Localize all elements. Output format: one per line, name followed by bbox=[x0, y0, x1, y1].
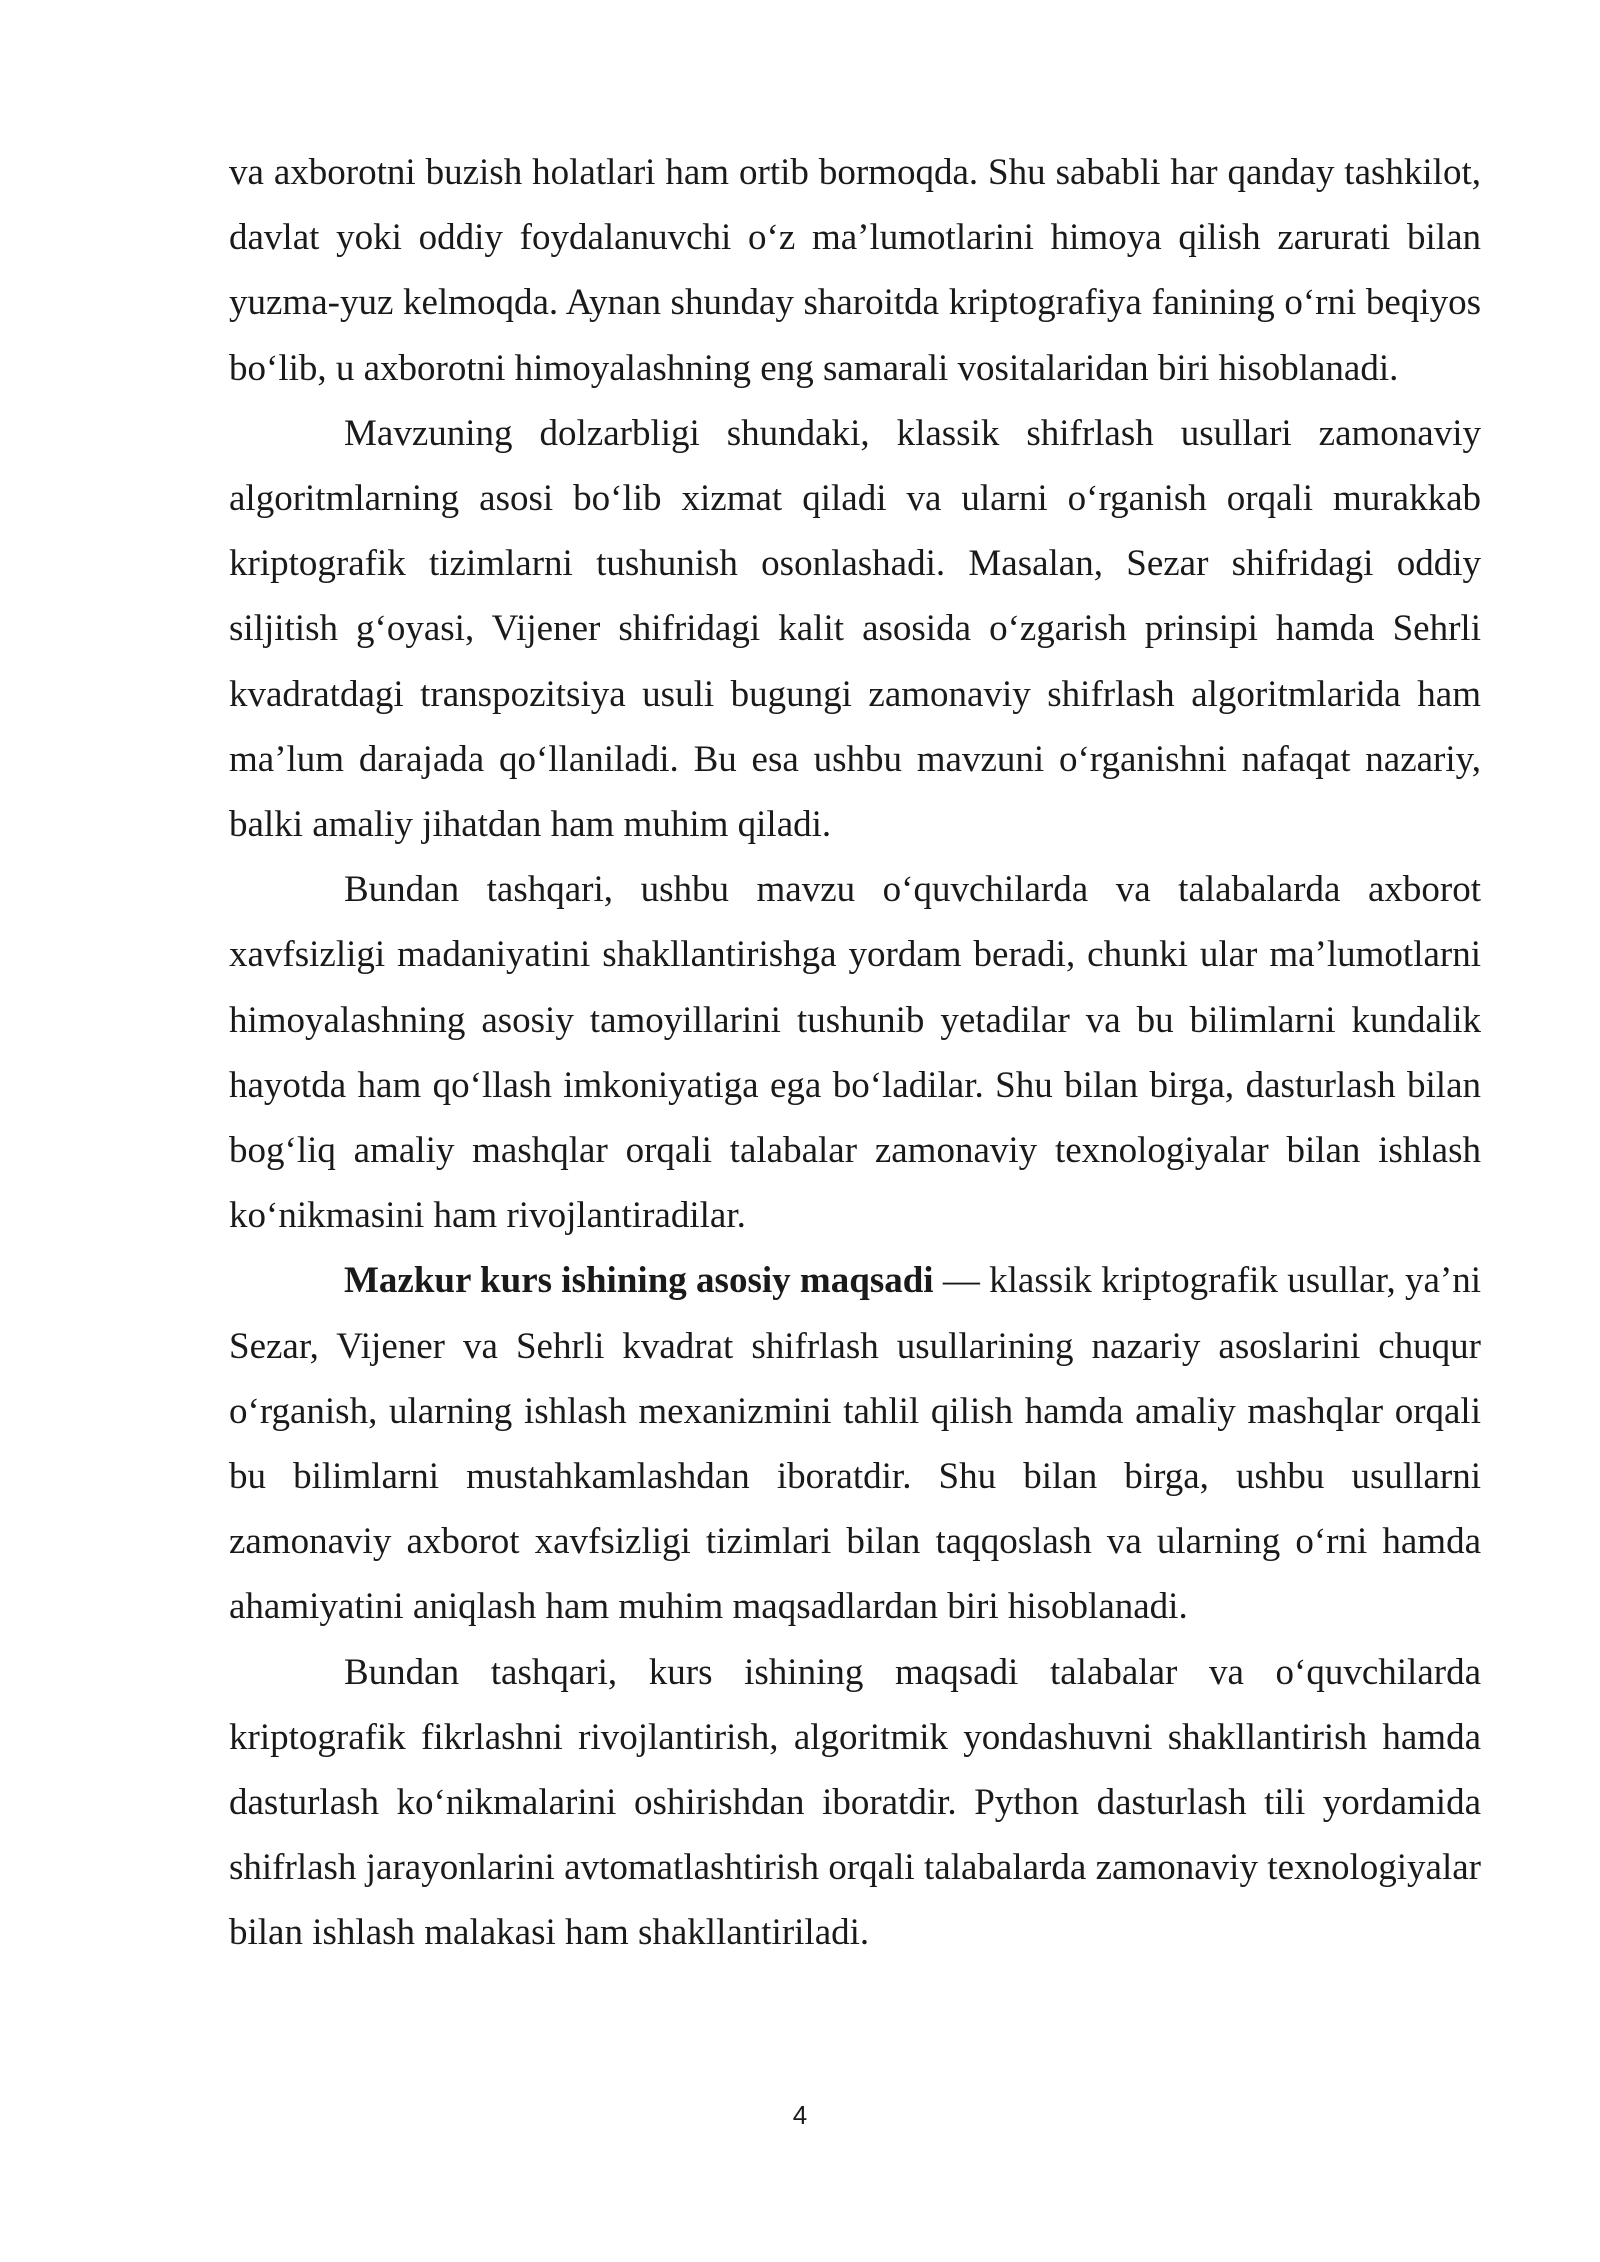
paragraph-text: va axborotni buzish holatlari ham ortib bormoqda. Shu sababli har qanday tashkilot, davlat yoki oddiy foydalanuvchi o‘z ma’lumotlarini himoya qilish zarurati bilan yuzma-yuz kelmoqda. Aynan shunday sharoitda kriptografiya fanining o‘rni beqiyos bo‘lib, u axborotni himoyalashning eng samarali vositalaridan biri hisoblanadi. bbox=[229, 152, 1481, 389]
page-number: 4 bbox=[792, 2100, 808, 2130]
paragraph-security-culture bbox=[229, 857, 1481, 1248]
paragraph-text: Bundan tashqari, ushbu mavzu o‘quvchilarda va talabalarda axborot xavfsizligi madaniyatini shakllantirishga yordam beradi, chunki ular ma’lumotlarni himoyalashning asosiy tamoyillarini tushunib yetadilar va bu bilimlarni kundalik hayotda ham qo‘llash imkoniyatiga ega bo‘ladilar. Shu bilan birga, dasturlash bilan bog‘liq amaliy mashqlar orqali talabalar zamonaviy texnologiyalar bilan ishlash ko‘nikmasini ham rivojlantiradilar. bbox=[229, 869, 1481, 1237]
paragraph-continuation bbox=[229, 140, 1481, 401]
paragraph-text: — klassik kriptografik usullar, ya’ni Sezar, Vijener va Sehrli kvadrat shifrlash usullarining nazariy asoslarini chuqur o‘rganish, ularning ishlash mexanizmini tahlil qilish hamda amaliy mashqlar orqali bu bilimlarni mustahkamlashdan iboratdir. Shu bilan birga, ushbu usullarni zamonaviy axborot xavfsizligi tizimlari bilan taqqoslash va ularning o‘rni hamda ahamiyatini aniqlash ham muhim maqsadlardan biri hisoblanadi. bbox=[229, 1260, 1482, 1628]
paragraph-relevance bbox=[229, 401, 1481, 857]
paragraph-text: Bundan tashqari, kurs ishining maqsadi talabalar va o‘quvchilarda kriptografik fikrlashni rivojlantirish, algoritmik yondashuvni shakllantirish hamda dasturlash ko‘nikmalarini oshirishdan iboratdir. Python dasturlash tili yordamida shifrlash jarayonlarini avtomatlashtirish orqali talabalarda zamonaviy texnologiyalar bilan ishlash malakasi ham shakllantiriladi. bbox=[229, 1651, 1481, 1954]
paragraph-text: Mavzuning dolzarbligi shundaki, klassik shifrlash usullari zamonaviy algoritmlarning asosi bo‘lib xizmat qiladi va ularni o‘rganish orqali murakkab kriptografik tizimlarni tushunish osonlashadi. Masalan, Sezar shifridagi oddiy siljitish g‘oyasi, Vijener shifridagi kalit asosida o‘zgarish prinsipi hamda Sehrli kvadratdagi transpozitsiya usuli bugungi zamonaviy shifrlash algoritmlarida ham ma’lum darajada qo‘llaniladi. Bu esa ushbu mavzuni o‘rganishni nafaqat nazariy, balki amaliy jihatdan ham muhim qiladi. bbox=[229, 412, 1481, 846]
paragraph-main-goal bbox=[229, 1248, 1481, 1639]
document-body bbox=[229, 140, 1481, 1966]
paragraph-bold-lead: Mazkur kurs ishining asosiy maqsadi bbox=[344, 1260, 934, 1302]
paragraph-additional-goal bbox=[229, 1640, 1481, 1966]
